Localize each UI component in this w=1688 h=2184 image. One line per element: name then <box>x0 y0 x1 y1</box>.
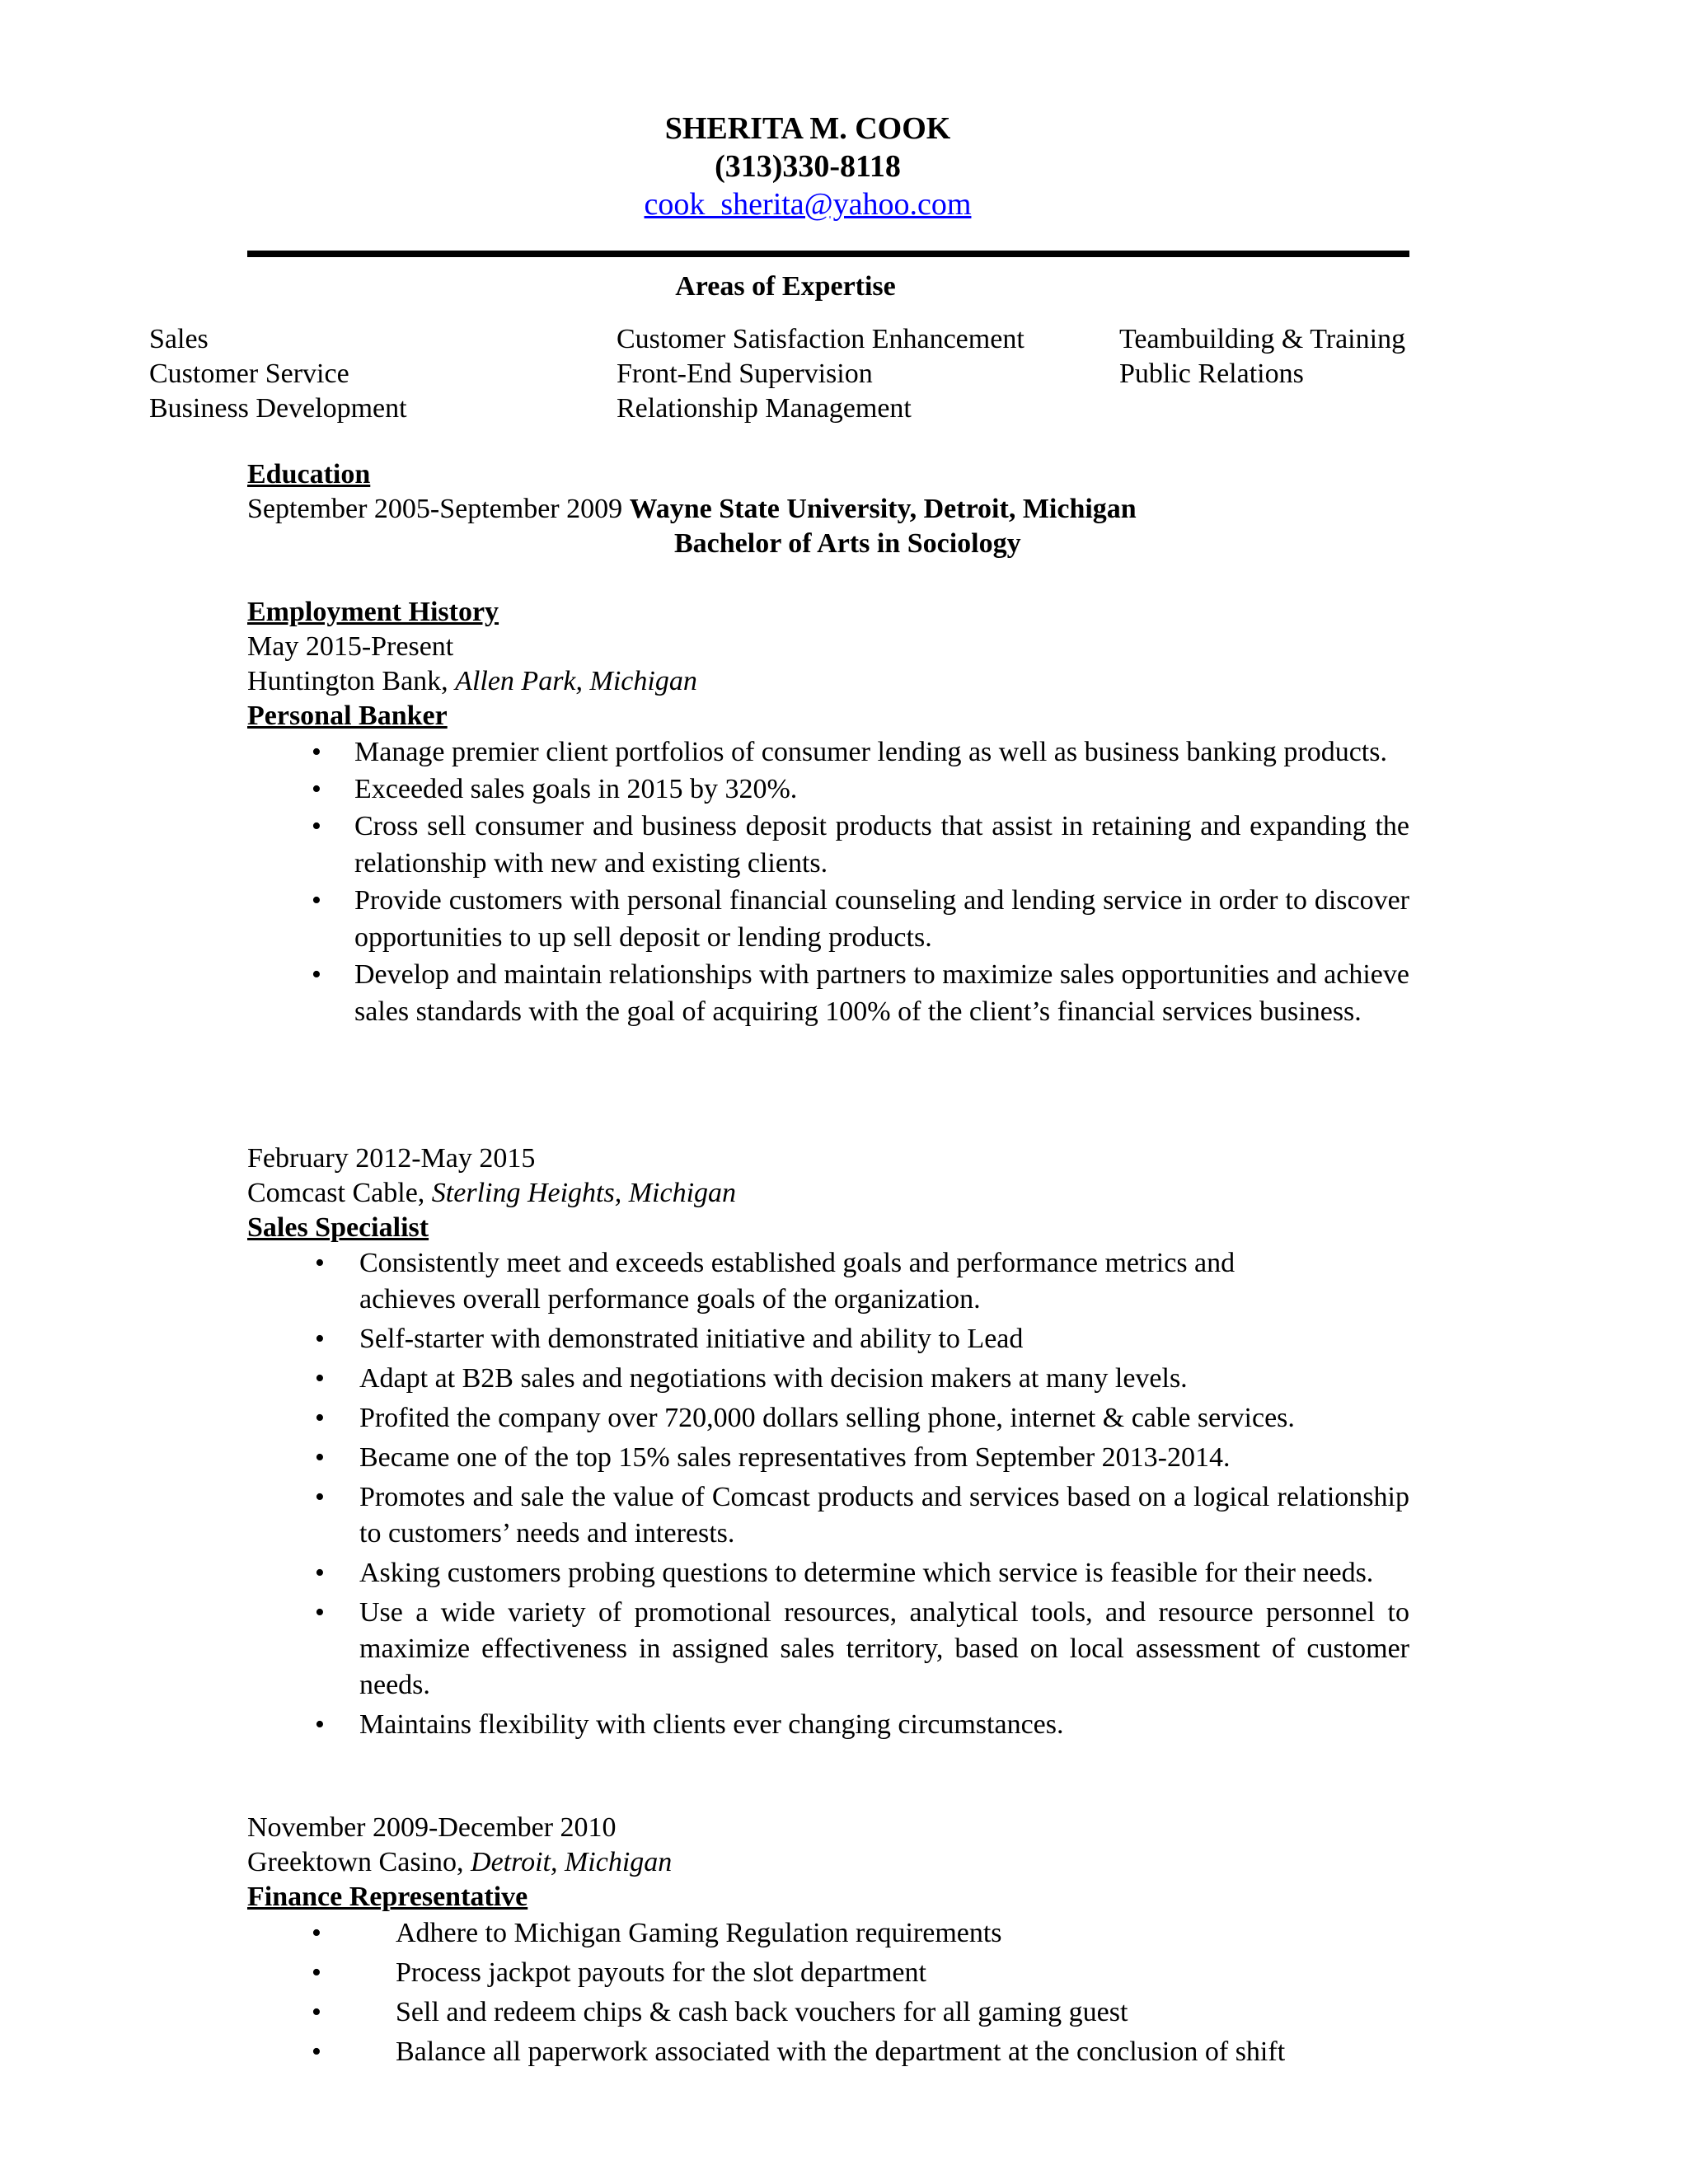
list-item: • Sell and redeem chips & cash back vouchers for all gaming guest <box>247 1994 1409 2031</box>
expertise-column-2 <box>617 322 1025 426</box>
bullet-icon: • <box>315 1709 325 1740</box>
bullet-icon: • <box>312 1957 321 1988</box>
job-title: Finance Representative <box>247 1882 528 1912</box>
candidate-name: SHERITA M. COOK <box>664 111 951 146</box>
bullet-icon: • <box>312 885 321 916</box>
expertise-item: Sales <box>149 324 209 354</box>
bullet-icon: • <box>312 1918 321 1948</box>
bullet-icon: • <box>312 811 321 841</box>
expertise-item: Teambuilding & Training <box>1119 324 1406 354</box>
expertise-item: Customer Service <box>149 359 349 389</box>
expertise-item: Relationship Management <box>617 393 912 424</box>
job-company: Comcast Cable, <box>247 1178 425 1208</box>
education-dates: September 2005-September 2009 <box>247 494 623 524</box>
resume-header <box>0 110 1615 223</box>
list-item: • Consistently meet and exceeds established goals and performance metrics and achieves overall performance goals of the organization. <box>247 1245 1409 1318</box>
job-employer <box>247 1176 1409 1211</box>
expertise-item: Front-End Supervision <box>617 359 873 389</box>
bullet-icon: • <box>312 1997 321 2027</box>
bullet-icon: • <box>315 1403 325 1433</box>
employment-heading: Employment History <box>247 597 499 627</box>
bullet-icon: • <box>315 1442 325 1473</box>
list-item: • Balance all paperwork associated with the department at the conclusion of shift <box>247 2033 1409 2070</box>
job-location: Allen Park, Michigan <box>455 666 697 696</box>
bullet-icon: • <box>315 1324 325 1354</box>
expertise-item: Public Relations <box>1119 359 1304 389</box>
phone-number: (313)330-8118 <box>715 149 901 184</box>
list-item: • Process jackpot payouts for the slot department <box>247 1954 1409 1991</box>
education-school: Wayne State University, Detroit, Michigan <box>629 494 1137 524</box>
expertise-item: Business Development <box>149 393 407 424</box>
expertise-column-3 <box>1119 322 1405 391</box>
job-duties-list <box>247 733 1409 1030</box>
bullet-icon: • <box>312 2036 321 2067</box>
bullet-icon: • <box>315 1248 325 1278</box>
employment-section <box>247 595 1409 1030</box>
job-title: Sales Specialist <box>247 1212 429 1243</box>
list-item: • Manage premier client portfolios of consumer lending as well as business banking products. <box>247 733 1409 771</box>
list-item: • Provide customers with personal financial counseling and lending service in order to discover opportunities to up sell deposit or lending products. <box>247 882 1409 956</box>
header-divider <box>247 251 1409 257</box>
bullet-icon: • <box>315 1482 325 1512</box>
job-location: Sterling Heights, Michigan <box>431 1178 737 1208</box>
job-employer <box>247 1845 1409 1880</box>
list-item: • Profited the company over 720,000 dollars selling phone, internet & cable services. <box>247 1400 1409 1436</box>
job-employer <box>247 664 1409 699</box>
education-degree: Bachelor of Arts in Sociology <box>674 528 1021 559</box>
list-item: • Promotes and sale the value of Comcast products and services based on a logical relationship to customers’ needs and interests. <box>247 1479 1409 1552</box>
expertise-item: Customer Satisfaction Enhancement <box>617 324 1025 354</box>
job-title: Personal Banker <box>247 701 448 731</box>
expertise-heading: Areas of Expertise <box>675 271 896 302</box>
bullet-icon: • <box>312 737 321 767</box>
list-item: • Cross sell consumer and business deposit products that assist in retaining and expanding the relationship with new and existing clients. <box>247 808 1409 882</box>
bullet-icon: • <box>312 774 321 804</box>
bullet-icon: • <box>315 1363 325 1394</box>
list-item: • Exceeded sales goals in 2015 by 320%. <box>247 771 1409 808</box>
job-duties-list <box>247 1915 1409 2070</box>
education-section <box>247 457 1409 561</box>
list-item: • Adapt at B2B sales and negotiations with decision makers at many levels. <box>247 1361 1409 1397</box>
bullet-icon: • <box>315 1597 325 1628</box>
email-link[interactable]: cook_sherita@yahoo.com <box>644 187 972 222</box>
list-item: • Maintains flexibility with clients ever changing circumstances. <box>247 1707 1409 1743</box>
job-company: Greektown Casino, <box>247 1847 464 1877</box>
list-item: • Became one of the top 15% sales representatives from September 2013-2014. <box>247 1440 1409 1476</box>
list-item: • Use a wide variety of promotional resources, analytical tools, and resource personnel to maximize effectiveness in assigned sales territory, based on local assessment of customer needs. <box>247 1595 1409 1704</box>
job-entry <box>247 1141 1409 1746</box>
job-dates: February 2012-May 2015 <box>247 1143 536 1174</box>
list-item: • Adhere to Michigan Gaming Regulation requirements <box>247 1915 1409 1952</box>
expertise-column-1 <box>149 322 407 426</box>
list-item: • Asking customers probing questions to determine which service is feasible for their needs. <box>247 1555 1409 1591</box>
education-line <box>247 492 1409 527</box>
job-dates: November 2009-December 2010 <box>247 1812 617 1843</box>
job-location: Detroit, Michigan <box>471 1847 673 1877</box>
bullet-icon: • <box>315 1558 325 1588</box>
job-company: Huntington Bank, <box>247 666 448 696</box>
education-heading: Education <box>247 459 371 490</box>
bullet-icon: • <box>312 959 321 990</box>
list-item: • Self-starter with demonstrated initiative and ability to Lead <box>247 1321 1409 1357</box>
job-dates: May 2015-Present <box>247 631 454 662</box>
job-entry <box>247 1811 1409 2073</box>
list-item: • Develop and maintain relationships with partners to maximize sales opportunities and achieve sales standards with the goal of acquiring 100% of the client’s financial services business. <box>247 956 1409 1030</box>
job-duties-list <box>247 1245 1409 1743</box>
